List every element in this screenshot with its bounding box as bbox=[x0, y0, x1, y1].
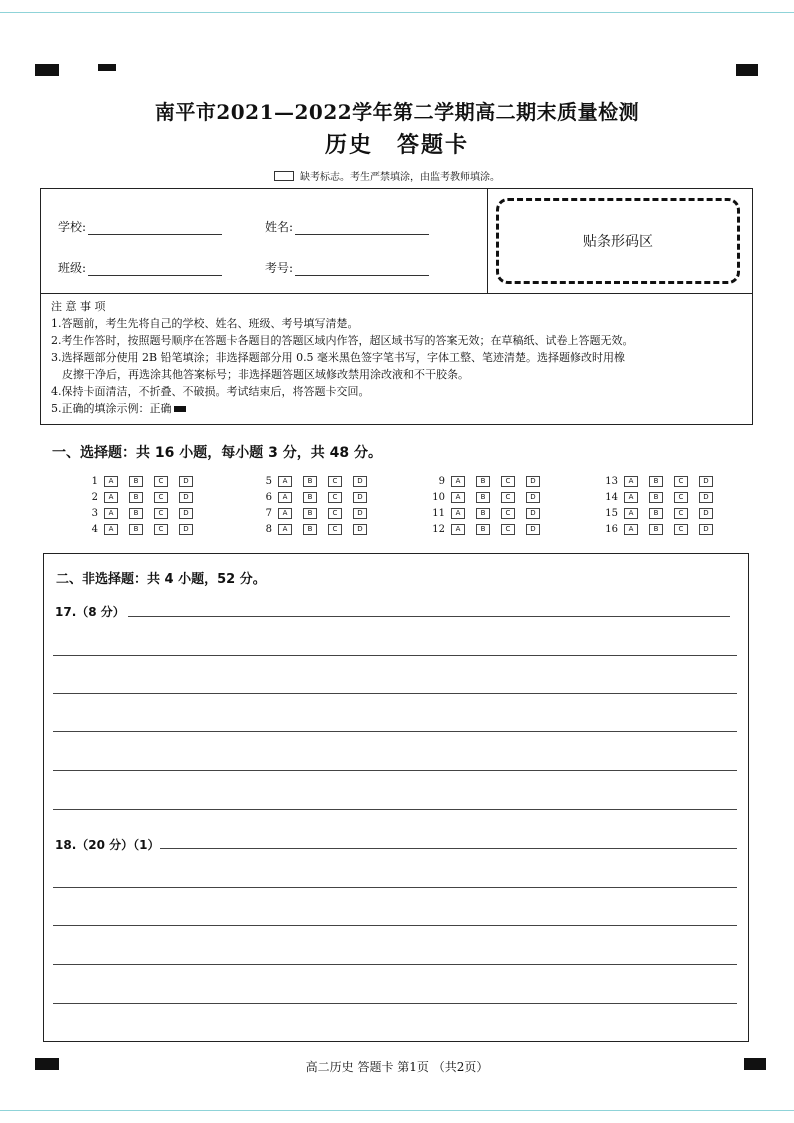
mc-option-bubble[interactable]: A bbox=[104, 476, 118, 487]
absent-note: 缺考标志。考生严禁填涂，由监考教师填涂。 bbox=[300, 172, 500, 183]
note-item-5 bbox=[51, 400, 634, 417]
mc-question-number: 7 bbox=[265, 507, 272, 519]
mc-option-bubble[interactable]: D bbox=[353, 524, 367, 535]
class-field[interactable] bbox=[58, 259, 222, 276]
position-mark-top-left bbox=[35, 64, 59, 76]
mc-option-bubble[interactable]: D bbox=[179, 492, 193, 503]
q17-answer-line-5[interactable] bbox=[53, 770, 737, 771]
mc-question-row bbox=[258, 491, 378, 503]
mc-option-bubble[interactable]: B bbox=[129, 492, 143, 503]
mc-option-bubble[interactable]: C bbox=[154, 492, 168, 503]
mc-question-number: 15 bbox=[605, 507, 618, 519]
info-divider-horizontal bbox=[41, 293, 752, 294]
mc-question-row bbox=[258, 523, 378, 535]
mc-option-bubble[interactable]: D bbox=[353, 508, 367, 519]
top-border-line bbox=[0, 12, 794, 13]
mc-option-bubble[interactable]: C bbox=[674, 524, 688, 535]
section1-title: 一、选择题：共 16 小题，每小题 3 分，共 48 分。 bbox=[52, 445, 382, 461]
mc-question-number: 8 bbox=[265, 523, 272, 535]
mc-option-bubble[interactable]: A bbox=[278, 524, 292, 535]
mc-question-row bbox=[84, 507, 204, 519]
name-label: 姓名: bbox=[265, 220, 294, 234]
mc-question-number: 14 bbox=[605, 491, 618, 503]
mc-option-bubble[interactable]: B bbox=[476, 508, 490, 519]
mc-option-bubble[interactable]: B bbox=[649, 476, 663, 487]
mc-option-bubble[interactable]: A bbox=[104, 524, 118, 535]
mc-question-number: 12 bbox=[432, 523, 445, 535]
mc-option-bubble[interactable]: B bbox=[303, 508, 317, 519]
mc-question-number: 1 bbox=[91, 475, 98, 487]
mc-option-bubble[interactable]: B bbox=[649, 508, 663, 519]
name-line[interactable] bbox=[295, 222, 429, 235]
mc-option-bubble[interactable]: C bbox=[328, 476, 342, 487]
mc-option-bubble[interactable]: A bbox=[451, 508, 465, 519]
mc-option-bubble[interactable]: B bbox=[129, 508, 143, 519]
mc-option-bubble[interactable]: B bbox=[649, 492, 663, 503]
note-item-5-text: 5.正确的填涂示例：正确 bbox=[51, 402, 172, 415]
mc-question-number: 11 bbox=[432, 507, 445, 519]
mc-option-bubble[interactable]: B bbox=[649, 524, 663, 535]
exam-no-label: 考号: bbox=[265, 261, 294, 275]
mc-option-bubble[interactable]: C bbox=[501, 508, 515, 519]
mc-question-row bbox=[431, 491, 551, 503]
mc-question-number: 9 bbox=[438, 475, 445, 487]
mc-option-bubble[interactable]: D bbox=[699, 524, 713, 535]
mc-option-bubble[interactable]: D bbox=[699, 508, 713, 519]
mc-option-bubble[interactable]: D bbox=[526, 524, 540, 535]
note-item-2: 2.考生作答时，按照题号顺序在答题卡各题目的答题区域内作答，超区域书写的答案无效；在草稿纸、试卷上答题无效。 bbox=[51, 334, 634, 347]
school-label: 学校: bbox=[58, 220, 87, 234]
info-divider-vertical bbox=[487, 189, 488, 293]
mc-option-bubble[interactable]: D bbox=[353, 476, 367, 487]
mc-option-bubble[interactable]: C bbox=[501, 524, 515, 535]
absent-mark-row bbox=[274, 168, 500, 183]
q17-answer-line-4[interactable] bbox=[53, 731, 737, 732]
fill-example-mark bbox=[174, 406, 186, 412]
mc-option-bubble[interactable]: D bbox=[526, 476, 540, 487]
notes-heading: 注 意 事 项 bbox=[51, 300, 106, 313]
mc-option-bubble[interactable]: B bbox=[129, 476, 143, 487]
mc-option-bubble[interactable]: D bbox=[179, 524, 193, 535]
mc-question-row bbox=[604, 523, 724, 535]
q17-label: 17.（8 分） bbox=[55, 605, 125, 619]
section2-title: 二、非选择题：共 4 小题，52 分。 bbox=[56, 572, 266, 587]
mc-question-number: 5 bbox=[265, 475, 272, 487]
mc-option-bubble[interactable]: D bbox=[526, 492, 540, 503]
mc-question-number: 6 bbox=[265, 491, 272, 503]
position-mark-top-right bbox=[736, 64, 758, 76]
mc-option-bubble[interactable]: C bbox=[328, 524, 342, 535]
note-item-3: 3.选择题部分使用 2B 铅笔填涂；非选择题部分用 0.5 毫米黑色签字笔书写，字体工整、笔迹清楚。选择题修改时用橡 bbox=[51, 351, 626, 364]
mc-option-bubble[interactable]: A bbox=[278, 492, 292, 503]
q18-answer-line-3[interactable] bbox=[53, 925, 737, 926]
mc-question-number: 10 bbox=[432, 491, 445, 503]
mc-question-number: 3 bbox=[91, 507, 98, 519]
q18-answer-line-1[interactable] bbox=[160, 848, 737, 849]
mc-question-row bbox=[431, 523, 551, 535]
q17-answer-line-1[interactable] bbox=[128, 616, 730, 617]
mc-question-row bbox=[604, 491, 724, 503]
mc-question-row bbox=[258, 475, 378, 487]
mc-question-row bbox=[258, 507, 378, 519]
barcode-area bbox=[496, 198, 740, 284]
mc-question-number: 13 bbox=[605, 475, 618, 487]
mc-question-row bbox=[604, 507, 724, 519]
school-field[interactable] bbox=[58, 218, 222, 235]
mc-option-bubble[interactable]: A bbox=[451, 524, 465, 535]
mc-option-bubble[interactable]: D bbox=[699, 476, 713, 487]
barcode-label: 贴条形码区 bbox=[583, 234, 653, 250]
exam-no-field[interactable] bbox=[265, 259, 429, 276]
mc-option-bubble[interactable]: A bbox=[278, 508, 292, 519]
mc-question-number: 16 bbox=[605, 523, 618, 535]
mc-question-row bbox=[84, 491, 204, 503]
absent-checkbox[interactable] bbox=[274, 171, 294, 181]
mc-option-bubble[interactable]: C bbox=[501, 476, 515, 487]
mc-option-bubble[interactable]: B bbox=[129, 524, 143, 535]
mc-question-row bbox=[604, 475, 724, 487]
mc-option-bubble[interactable]: C bbox=[674, 508, 688, 519]
class-line[interactable] bbox=[88, 263, 222, 276]
note-item-3-cont: 皮擦干净后，再选涂其他答案标号；非选择题答题区域修改禁用涂改液和不干胶条。 bbox=[51, 368, 469, 381]
mc-option-bubble[interactable]: D bbox=[353, 492, 367, 503]
page-subtitle: 历史 答题卡 bbox=[324, 132, 469, 158]
mc-option-bubble[interactable]: C bbox=[674, 492, 688, 503]
name-field[interactable] bbox=[265, 218, 429, 235]
mc-option-bubble[interactable]: A bbox=[624, 492, 638, 503]
q18-answer-line-2[interactable] bbox=[53, 887, 737, 888]
q18-answer-line-4[interactable] bbox=[53, 964, 737, 965]
q17-answer-line-2[interactable] bbox=[53, 655, 737, 656]
note-item-4: 4.保持卡面清洁，不折叠、不破损。考试结束后，将答题卡交回。 bbox=[51, 385, 370, 398]
mc-option-bubble[interactable]: D bbox=[699, 492, 713, 503]
class-label: 班级: bbox=[58, 261, 87, 275]
mc-option-bubble[interactable]: B bbox=[476, 492, 490, 503]
mc-option-bubble[interactable]: C bbox=[674, 476, 688, 487]
q17-answer-line-3[interactable] bbox=[53, 693, 737, 694]
mc-option-bubble[interactable]: D bbox=[179, 508, 193, 519]
mc-option-bubble[interactable]: A bbox=[104, 508, 118, 519]
mc-option-bubble[interactable]: C bbox=[328, 492, 342, 503]
mc-question-row bbox=[431, 507, 551, 519]
mc-option-bubble[interactable]: B bbox=[303, 476, 317, 487]
mc-option-bubble[interactable]: A bbox=[624, 524, 638, 535]
mc-option-bubble[interactable]: C bbox=[154, 508, 168, 519]
mc-option-bubble[interactable]: C bbox=[328, 508, 342, 519]
answer-area-box bbox=[43, 553, 749, 1042]
exam-no-line[interactable] bbox=[295, 263, 429, 276]
position-mark-top-small bbox=[98, 64, 116, 71]
mc-option-bubble[interactable]: C bbox=[154, 476, 168, 487]
q18-answer-line-5[interactable] bbox=[53, 1003, 737, 1004]
mc-question-row bbox=[84, 523, 204, 535]
mc-option-bubble[interactable]: B bbox=[476, 476, 490, 487]
mc-option-bubble[interactable]: A bbox=[451, 492, 465, 503]
school-line[interactable] bbox=[88, 222, 222, 235]
mc-question-number: 4 bbox=[91, 523, 98, 535]
mc-question-row bbox=[84, 475, 204, 487]
note-item-1: 1.答题前，考生先将自己的学校、姓名、班级、考号填写清楚。 bbox=[51, 317, 359, 330]
mc-question-number: 2 bbox=[91, 491, 98, 503]
notes-section bbox=[51, 298, 634, 417]
mc-option-bubble[interactable]: D bbox=[179, 476, 193, 487]
bottom-border-line bbox=[0, 1110, 794, 1111]
mc-option-bubble[interactable]: A bbox=[624, 508, 638, 519]
mc-option-bubble[interactable]: A bbox=[104, 492, 118, 503]
mc-option-bubble[interactable]: B bbox=[476, 524, 490, 535]
page-title: 南平市2021—2022学年第二学期高二期末质量检测 bbox=[154, 100, 640, 124]
q17-answer-line-6[interactable] bbox=[53, 809, 737, 810]
mc-option-bubble[interactable]: C bbox=[501, 492, 515, 503]
mc-option-bubble[interactable]: D bbox=[526, 508, 540, 519]
mc-option-bubble[interactable]: A bbox=[278, 476, 292, 487]
mc-question-row bbox=[431, 475, 551, 487]
mc-option-bubble[interactable]: B bbox=[303, 492, 317, 503]
mc-option-bubble[interactable]: A bbox=[624, 476, 638, 487]
page-footer: 高二历史 答题卡 第1页 （共2页） bbox=[305, 1060, 489, 1074]
q18-label: 18.（20 分）（1） bbox=[55, 838, 160, 852]
mc-option-bubble[interactable]: A bbox=[451, 476, 465, 487]
mc-option-bubble[interactable]: B bbox=[303, 524, 317, 535]
mc-option-bubble[interactable]: C bbox=[154, 524, 168, 535]
